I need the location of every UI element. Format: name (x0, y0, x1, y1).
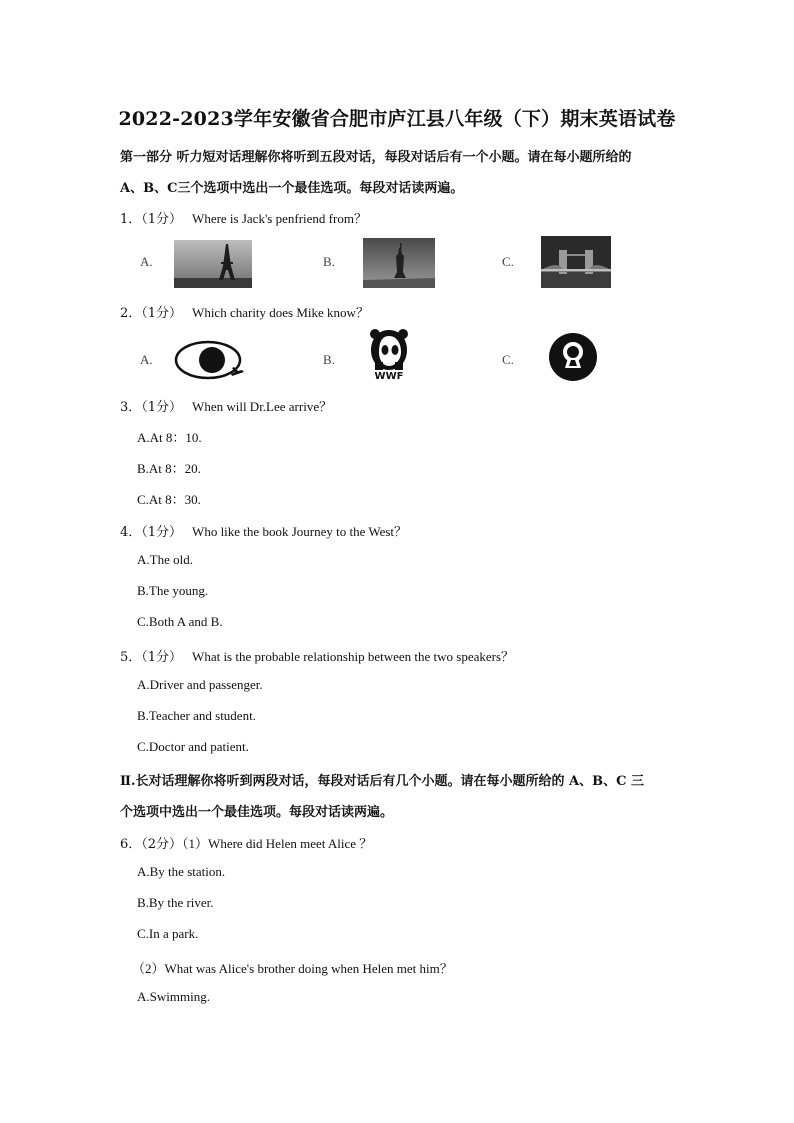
wwf-panda-logo (367, 328, 411, 384)
eye-logo-icon (174, 336, 246, 384)
option-label-a: A. (140, 352, 153, 367)
question-text: What is the probable relationship between the two speakers？ (192, 649, 515, 664)
question-5 (120, 646, 514, 665)
option-label-a: A. (140, 254, 153, 269)
option-a: A.The old. (137, 552, 193, 567)
option-a: A.Driver and passenger. (137, 677, 263, 692)
option-a: A.Swimming. (137, 989, 210, 1004)
statue-of-liberty-photo (363, 238, 435, 288)
question-1 (120, 208, 367, 227)
option-label-c: C. (502, 352, 514, 367)
question-number: 4．（1分） (120, 525, 183, 540)
question-number: 6．（2分） (120, 837, 183, 852)
option-b: B.By the river. (137, 895, 214, 910)
option-label-b: B. (323, 352, 335, 367)
question-number: 3．（1分） (120, 400, 183, 415)
part1-intro-line1: 第一部分 听力短对话理解你将听到五段对话，每段对话后有一个小题。请在每小题所给的 (120, 150, 632, 165)
eiffel-tower-photo (174, 240, 252, 288)
part2-intro-line1: Ⅱ.长对话理解你将听到两段对话，每段对话后有几个小题。请在每小题所给的 A、B、C 三 (120, 774, 644, 789)
question-number: 1．（1分） (120, 212, 183, 227)
option-c: C.In a park. (137, 926, 199, 941)
option-label-c: C. (502, 254, 514, 269)
question-text: Who like the book Journey to the West？ (192, 524, 408, 539)
question-number: 2．（1分） (120, 306, 183, 321)
option-c: C.At 8：30. (137, 492, 201, 507)
option-a: A.At 8：10. (137, 430, 202, 445)
option-a: A.By the station. (137, 864, 226, 879)
option-c: C.Doctor and patient. (137, 739, 249, 754)
part2-intro-line2: 个选项中选出一个最佳选项。每段对话读两遍。 (120, 805, 394, 820)
option-b: B.The young. (137, 583, 209, 598)
option-b: B.Teacher and student. (137, 708, 256, 723)
wwf-logo-text: WWF (374, 371, 404, 382)
question-number: 5．（1分） (120, 650, 183, 665)
tower-bridge-photo (541, 236, 611, 288)
page-title: 2022-2023学年安徽省合肥市庐江县八年级（下）期末英语试卷 (118, 108, 676, 130)
option-label-b: B. (323, 254, 335, 269)
question-4 (120, 521, 407, 540)
option-b: B.At 8：20. (137, 461, 201, 476)
question-text: Which charity does Mike know？ (192, 305, 369, 320)
option-c: C.Both A and B. (137, 614, 223, 629)
charity-ring-logo-icon (548, 332, 598, 382)
question-2 (120, 302, 369, 321)
question-text: When will Dr.Lee arrive？ (192, 399, 333, 414)
question-6-sub1: （1）Where did Helen meet Alice ？ (182, 836, 373, 851)
question-text: Where is Jack's penfriend from？ (192, 211, 367, 226)
part1-intro-line2: A、B、C三个选项中选出一个最佳选项。每段对话读两遍。 (120, 181, 464, 196)
question-3 (120, 396, 332, 415)
question-6 (120, 833, 372, 852)
question-6-sub2: （2）What was Alice's brother doing when Helen met him？ (132, 961, 453, 976)
